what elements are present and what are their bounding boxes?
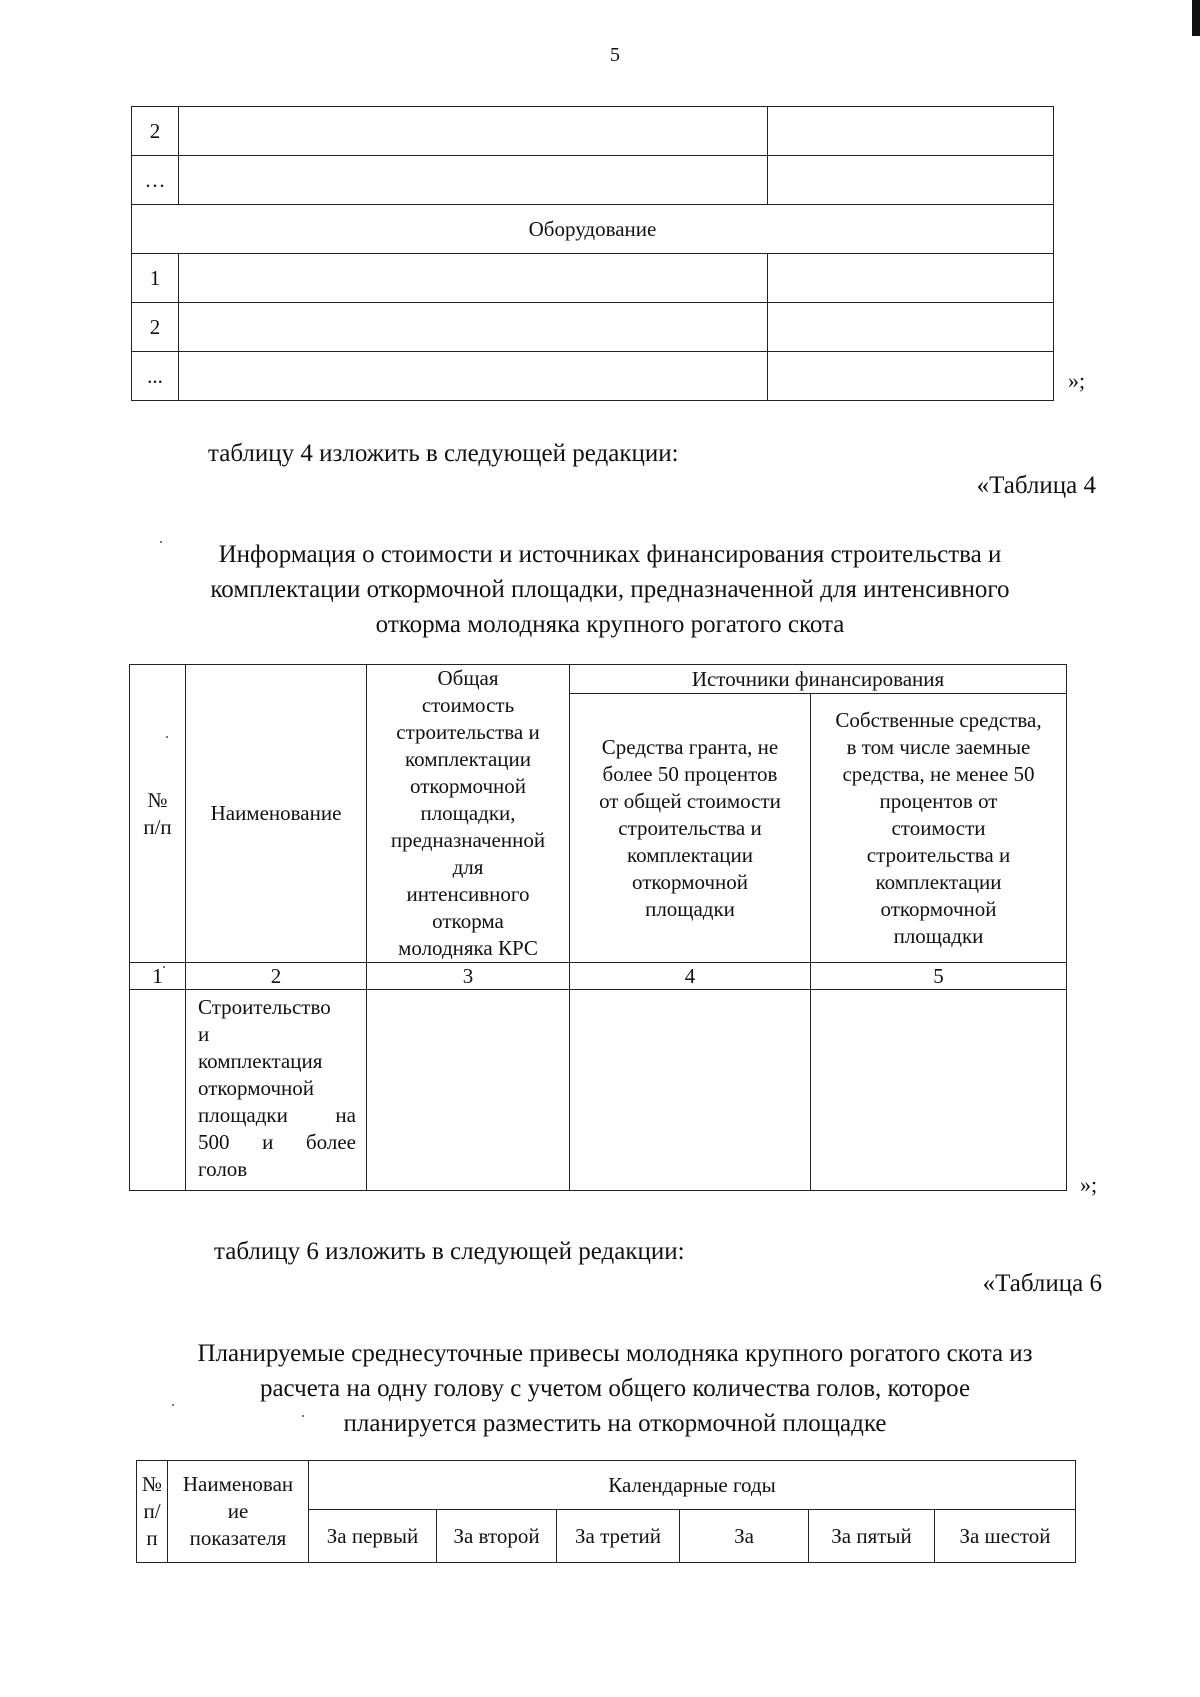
table-cell bbox=[811, 990, 1067, 1191]
table-row bbox=[132, 352, 1054, 401]
row-name-cell: Строительство и комплектация откормочной площадки на 500 и более голов bbox=[186, 990, 367, 1191]
scan-speck bbox=[163, 966, 165, 968]
col-years-header: Календарные годы bbox=[309, 1461, 1076, 1510]
table-cell bbox=[179, 352, 768, 401]
table-cell bbox=[130, 990, 186, 1191]
col-own-header: Собственные средства, в том числе заемные средства, не менее 50 процентов от стоимости строительства и комплектации откормочной площадки bbox=[811, 694, 1067, 963]
col-num-header: № п/ п bbox=[137, 1461, 168, 1563]
year-header: За первый bbox=[309, 1510, 437, 1563]
col-total-header: Общая стоимость строительства и комплектации откормочной площадки, предназначенной для интенсивного откорма молодняка КРС bbox=[367, 665, 570, 963]
table-row bbox=[132, 303, 1054, 352]
table-cell bbox=[367, 990, 570, 1191]
table-cell bbox=[570, 990, 811, 1191]
table6 bbox=[136, 1460, 1076, 1563]
table-header-row bbox=[130, 665, 1067, 694]
col-grant-header: Средства гранта, не более 50 процентов от общей стоимости строительства и комплектации откормочной площадки bbox=[570, 694, 811, 963]
table-row bbox=[132, 205, 1054, 254]
year-header: За второй bbox=[437, 1510, 557, 1563]
table-cell: 3 bbox=[367, 963, 570, 990]
scan-edge-mark bbox=[1192, 0, 1200, 36]
table6-label: «Таблица 6 bbox=[982, 1270, 1102, 1297]
table-cell bbox=[179, 107, 768, 156]
page-number: 5 bbox=[610, 44, 620, 66]
table4-title: Информация о стоимости и источниках финансирования строительства и комплектации откормочной площадки, предназначенной для интенсивного откорма молодняка крупного рогатого скота bbox=[210, 541, 1010, 638]
table-cell bbox=[179, 254, 768, 303]
table-cell: … bbox=[132, 156, 179, 205]
closing-quote: »; bbox=[1080, 1172, 1098, 1197]
year-header: За пятый bbox=[809, 1510, 935, 1563]
table-cell: 2 bbox=[186, 963, 367, 990]
table-row bbox=[132, 107, 1054, 156]
col-sources-header: Источники финансирования bbox=[570, 665, 1067, 694]
table-row bbox=[130, 990, 1067, 1191]
table-cell: 1 bbox=[130, 963, 186, 990]
table-cell: 2 bbox=[132, 303, 179, 352]
table-cell bbox=[768, 303, 1054, 352]
year-header: За bbox=[680, 1510, 809, 1563]
table-cell bbox=[768, 107, 1054, 156]
table4 bbox=[129, 664, 1067, 1191]
table-cell: ... bbox=[132, 352, 179, 401]
col-name-header: Наименован ие показателя bbox=[168, 1461, 309, 1563]
table-cell bbox=[179, 303, 768, 352]
previous-table bbox=[131, 106, 1054, 401]
table-cell bbox=[768, 254, 1054, 303]
instruction-table6: таблицу 6 изложить в следующей редакции: bbox=[214, 1238, 685, 1265]
closing-quote: »; bbox=[1068, 368, 1086, 393]
year-header: За третий bbox=[557, 1510, 680, 1563]
table-cell: 2 bbox=[132, 107, 179, 156]
col-name-header: Наименование bbox=[186, 665, 367, 963]
table6-title: Планируемые среднесуточные привесы молодняка крупного рогатого скота из расчета на одну голову с учетом общего количества голов, которое планируется разместить на откормочной площадке bbox=[197, 1340, 1033, 1437]
table-cell bbox=[768, 156, 1054, 205]
table-cell bbox=[179, 156, 768, 205]
table4-label: «Таблица 4 bbox=[976, 472, 1096, 499]
table-cell: 5 bbox=[811, 963, 1067, 990]
table-cell: 1 bbox=[132, 254, 179, 303]
table-header-row bbox=[137, 1461, 1076, 1510]
scan-speck bbox=[166, 736, 168, 738]
year-header: За шестой bbox=[935, 1510, 1076, 1563]
col-num-header: № п/п bbox=[130, 665, 186, 963]
column-numbers-row bbox=[130, 963, 1067, 990]
scan-speck bbox=[172, 1404, 174, 1406]
section-title: Оборудование bbox=[132, 205, 1054, 254]
scan-speck bbox=[160, 541, 162, 543]
table-cell: 4 bbox=[570, 963, 811, 990]
scan-speck bbox=[302, 1415, 304, 1417]
table-row bbox=[132, 254, 1054, 303]
instruction-table4: таблицу 4 изложить в следующей редакции: bbox=[208, 440, 679, 467]
table-cell bbox=[768, 352, 1054, 401]
table-row bbox=[132, 156, 1054, 205]
